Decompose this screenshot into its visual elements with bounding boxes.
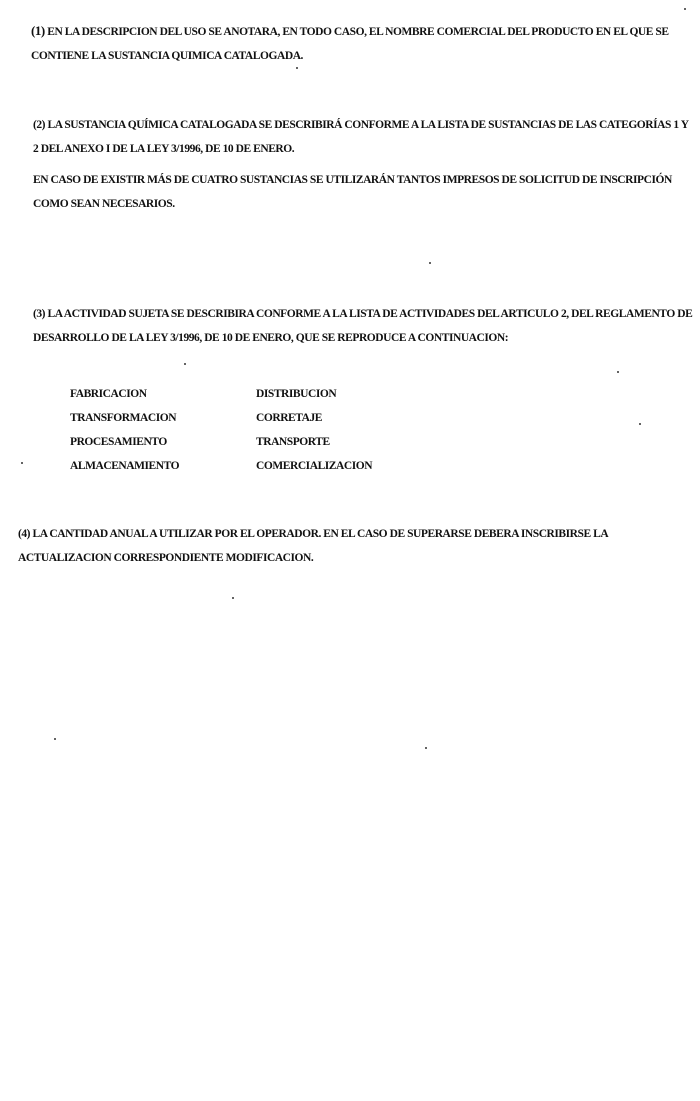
note-2-continuation-text: EN CASO DE EXISTIR MÁS DE CUATRO SUSTANCIAS SE UTILIZARÁN TANTOS IMPRESOS DE SOLICITUD DE INSCRIPCIÓN COMO SEAN NECESARIOS.: [33, 174, 672, 210]
scan-speck: [21, 462, 23, 464]
note-2: [33, 113, 693, 161]
activities-list: [70, 382, 470, 478]
activity-item: ALMACENAMIENTO: [70, 460, 180, 472]
note-3: [33, 302, 693, 350]
activities-row: [70, 430, 470, 454]
scan-speck: [232, 597, 234, 599]
activity-item: TRANSFORMACION: [70, 412, 177, 424]
scan-speck: [425, 747, 427, 749]
scan-speck: [296, 67, 298, 69]
activity-item: PROCESAMIENTO: [70, 436, 167, 448]
note-2-text: LA SUSTANCIA QUÍMICA CATALOGADA SE DESCRIBIRÁ CONFORME A LA LISTA DE SUSTANCIAS DE LAS CATEGORÍAS 1 Y 2 DEL ANEXO I DE LA LEY 3/1996, DE 10 DE ENERO.: [33, 119, 689, 155]
activity-item: TRANSPORTE: [256, 436, 330, 448]
note-1-number: (1): [31, 23, 45, 38]
scan-speck: [684, 8, 686, 10]
note-4-number: (4): [18, 528, 31, 540]
activity-item: DISTRIBUCION: [256, 388, 337, 400]
activities-row: [70, 382, 470, 406]
scan-speck: [639, 423, 641, 425]
scan-speck: [617, 371, 619, 373]
note-4: [18, 522, 690, 570]
activities-row: [70, 406, 470, 430]
note-2-number: (2): [33, 119, 46, 131]
activity-item: FABRICACION: [70, 388, 147, 400]
note-3-number: (3): [33, 308, 46, 320]
activity-item: COMERCIALIZACION: [256, 460, 373, 472]
note-1-text: EN LA DESCRIPCION DEL USO SE ANOTARA, EN TODO CASO, EL NOMBRE COMERCIAL DEL PRODUCTO EN EL QUE SE CONTIENE LA SUSTANCIA QUIMICA CATALOGADA.: [31, 26, 669, 62]
note-1: [31, 19, 693, 68]
note-2-continuation: [33, 168, 693, 216]
activities-row: [70, 454, 470, 478]
note-4-text: LA CANTIDAD ANUAL A UTILIZAR POR EL OPERADOR. EN EL CASO DE SUPERARSE DEBERA INSCRIBIRSE LA ACTUALIZACION CORRESPONDIENTE MODIFICACION.: [18, 528, 608, 564]
note-3-text: LA ACTIVIDAD SUJETA SE DESCRIBIRA CONFORME A LA LISTA DE ACTIVIDADES DEL ARTICULO 2, DEL REGLAMENTO DE DESARROLLO DE LA LEY 3/1996, DE 10 DE ENERO, QUE SE REPRODUCE A CONTINUACION:: [33, 308, 693, 344]
scan-speck: [54, 738, 56, 740]
activity-item: CORRETAJE: [256, 412, 323, 424]
scan-speck: [184, 363, 186, 365]
scan-speck: [429, 262, 431, 264]
